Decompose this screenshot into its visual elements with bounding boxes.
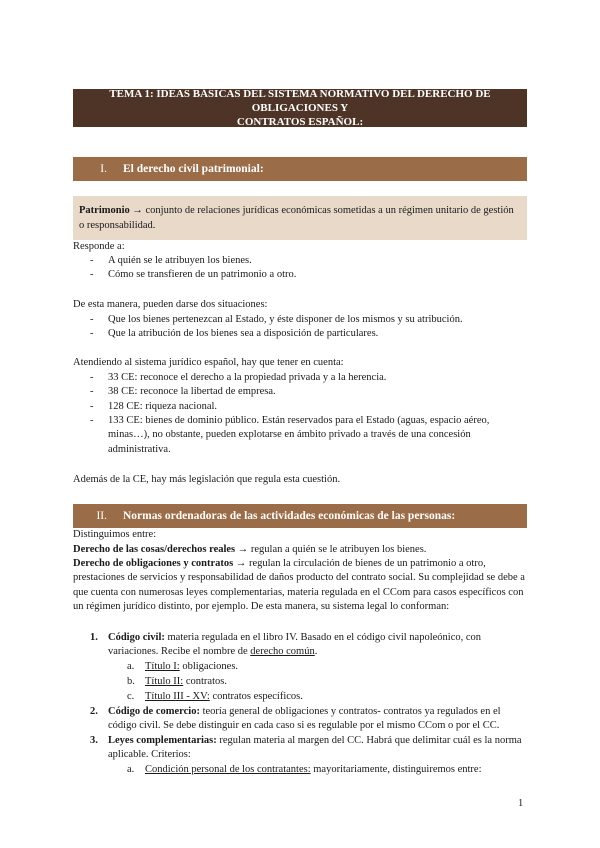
bullet-dash: - [90, 255, 94, 266]
definition-term: Patrimonio [79, 205, 130, 216]
derecho-cosas-line [73, 543, 426, 557]
arrow-glyph: → [235, 544, 251, 555]
bullet-dash: - [90, 372, 94, 383]
derecho-obligaciones-term: Derecho de obligaciones y contratos [73, 558, 234, 569]
arrow-glyph: → [129, 205, 146, 216]
sub-letter: a. [127, 764, 135, 775]
codigo-comercio-item [108, 705, 523, 734]
sub-item [145, 763, 482, 777]
distinguimos-label: Distinguimos entre: [73, 529, 157, 540]
list-item: 33 CE: reconoce el derecho a la propiedad privada y a la herencia. [108, 372, 387, 383]
definition-box [73, 196, 527, 240]
sub-desc: contratos específicos. [209, 691, 303, 702]
item-text: materia regulada en el libro IV. Basado en el código civil napoleónico, con variaciones. Recibe el nombre de [108, 632, 482, 658]
sub-term: Título I: [145, 661, 180, 672]
item-term: Leyes complementarias: [108, 735, 217, 746]
sub-item [145, 675, 227, 689]
item-number: 3. [90, 735, 98, 746]
section-2-number: II. [96, 510, 107, 522]
sub-letter: c. [127, 691, 135, 702]
item-term: Código de comercio: [108, 706, 200, 717]
section-2-header [73, 504, 527, 528]
ademas-text: Además de la CE, hay más legislación que regula esta cuestión. [73, 474, 341, 485]
list-item: A quién se le atribuyen los bienes. [108, 255, 252, 266]
bullet-dash: - [90, 269, 94, 280]
list-item: 133 CE: bienes de dominio público. Están reservados para el Estado (aguas, espacio aéreo, minas…), no obstante, pueden explotarse en ámbito privado a través de una concesión administrativa. [108, 415, 490, 455]
list-item: 128 CE: riqueza nacional. [108, 401, 218, 412]
bullet-dash: - [90, 328, 94, 339]
derecho-obligaciones-paragraph [73, 557, 525, 614]
list-item: 38 CE: reconoce la libertad de empresa. [108, 386, 276, 397]
item-text: regulan materia al margen del CC. Habrá que delimitar cuál es la norma aplicable. Criterios: [108, 735, 522, 761]
derecho-obligaciones-text: regulan la circulación de bienes de un patrimonio a otro, prestaciones de servicios y responsabilidad de daños producto del contrato social. Su complejidad se debe a que cuenta con numerosas leyes complementarias, materia regulada en el CCom para casos específicos con un régimen jurídico distinto, por ejemplo. De esta manera, su sistema legal lo conforman: [73, 558, 525, 612]
title-line-1: TEMA 1: IDEAS BÁSICAS DEL SISTEMA NORMATIVO DEL DERECHO DE OBLIGACIONES Y [109, 88, 491, 114]
sub-letter: a. [127, 661, 135, 672]
leyes-complementarias-item [108, 734, 523, 763]
codigo-civil-item [108, 631, 523, 660]
sub-desc: mayoritariamente, distinguiremos entre: [310, 764, 482, 775]
page-number: 1 [518, 798, 524, 809]
list-item: Que los bienes pertenezcan al Estado, y éste disponer de los mismos y su atribución. [108, 314, 463, 325]
title-line-2: CONTRATOS ESPAÑOL: [236, 116, 364, 128]
sub-item [145, 660, 238, 674]
situaciones-label: De esta manera, pueden darse dos situaciones: [73, 299, 268, 310]
bullet-dash: - [90, 386, 94, 397]
list-item: Cómo se transfieren de un patrimonio a otro. [108, 269, 297, 280]
item-end: . [314, 646, 318, 658]
sub-term: Título II: [145, 676, 184, 687]
item-term: Código civil: [108, 632, 165, 643]
document-title [73, 89, 527, 127]
sub-desc: contratos. [183, 676, 227, 687]
bullet-dash: - [90, 415, 94, 426]
derecho-comun-term: derecho común [250, 646, 315, 658]
definition-body: conjunto de relaciones jurídicas económicas sometidas a un régimen unitario de gestión o responsabilidad. [79, 205, 514, 231]
sistema-label: Atendiendo al sistema jurídico español, hay que tener en cuenta: [73, 357, 344, 368]
bullet-dash: - [90, 314, 94, 325]
responde-label: Responde a: [73, 241, 125, 252]
section-1-header [73, 157, 527, 181]
derecho-cosas-text: regulan a quién se le atribuyen los bienes. [250, 544, 427, 555]
section-1-number: I. [100, 163, 107, 175]
section-1-heading: El derecho civil patrimonial: [123, 163, 264, 175]
item-number: 2. [90, 706, 98, 717]
sub-item [145, 690, 303, 704]
list-item: Que la atribución de los bienes sea a disposición de particulares. [108, 328, 379, 339]
derecho-cosas-term: Derecho de las cosas/derechos reales [73, 544, 236, 555]
arrow-glyph: → [233, 558, 249, 569]
sub-letter: b. [127, 676, 135, 687]
item-number: 1. [90, 632, 98, 643]
sub-term: Condición personal de los contratantes: [145, 764, 311, 775]
sub-term: Título III - XV: [145, 691, 210, 702]
definition-text [79, 203, 519, 233]
sub-desc: obligaciones. [179, 661, 239, 672]
item-text: teoría general de obligaciones y contratos- contratos ya regulados en el código civil. Se debe distinguir en cada caso si es regulable por el mismo CCom o por el CC. [108, 706, 501, 732]
bullet-dash: - [90, 401, 94, 412]
section-2-heading: Normas ordenadoras de las actividades económicas de las personas: [123, 510, 456, 522]
